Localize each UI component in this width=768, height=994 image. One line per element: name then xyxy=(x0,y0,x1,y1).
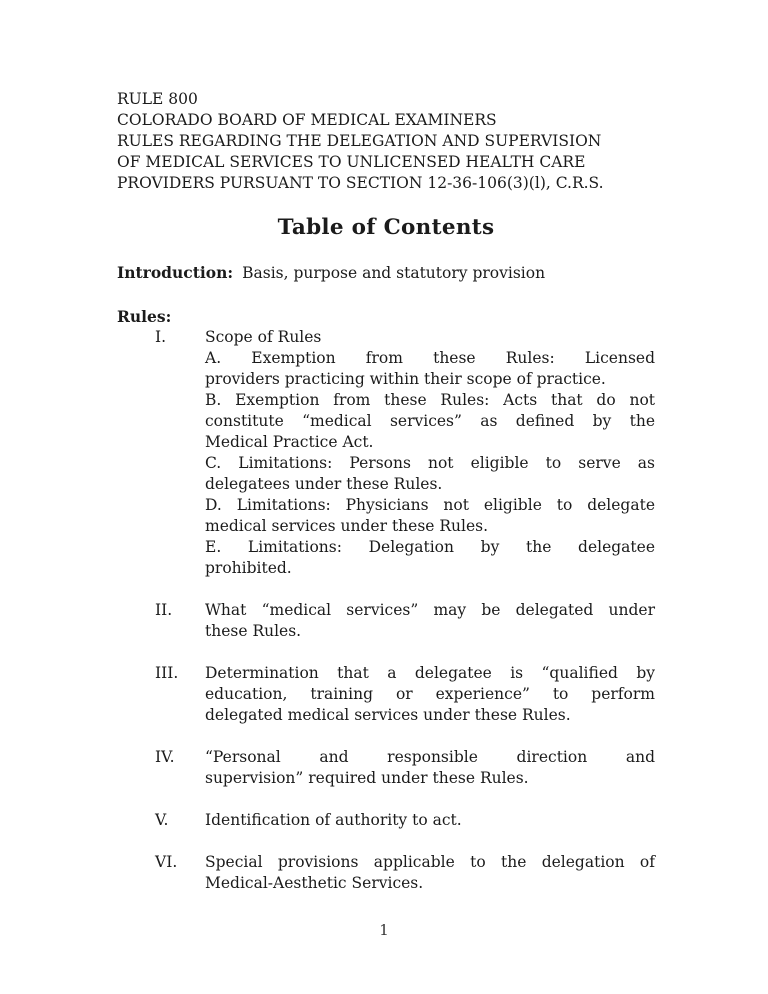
toc-item-I xyxy=(117,327,655,579)
page-content xyxy=(117,89,655,894)
toc-subitem-line: providers practicing within their scope of practice. xyxy=(205,370,606,388)
toc-subitem-line: E. Limitations: Delegation by the delegatee xyxy=(205,538,655,556)
toc-item-V xyxy=(117,810,655,831)
toc-item-numeral: V. xyxy=(155,811,169,829)
toc-item-VI xyxy=(117,852,655,894)
toc-item-numeral: VI. xyxy=(155,853,178,871)
toc-subitem-line: B. Exemption from these Rules: Acts that do not xyxy=(205,391,655,409)
toc-item-line: education, training or experience” to perform xyxy=(205,685,655,703)
toc-subitem-line: delegatees under these Rules. xyxy=(205,475,443,493)
header-line: OF MEDICAL SERVICES TO UNLICENSED HEALTH CARE xyxy=(117,153,586,171)
rules-label: Rules: xyxy=(117,307,172,326)
toc-item-line: these Rules. xyxy=(205,622,302,640)
toc-item-line: Determination that a delegatee is “qualified by xyxy=(205,664,655,682)
toc-item-III xyxy=(117,663,655,726)
toc-item-text xyxy=(205,663,655,726)
toc-item-line: Identification of authority to act. xyxy=(205,811,462,829)
toc-item-line: delegated medical services under these Rules. xyxy=(205,706,571,724)
toc-item-text xyxy=(205,747,655,789)
page-title: Table of Contents xyxy=(277,215,495,240)
toc-subitem-line: A. Exemption from these Rules: Licensed xyxy=(205,349,655,367)
toc-item-IV xyxy=(117,747,655,789)
page-number: 1 xyxy=(379,921,389,939)
toc-item-line: Medical-Aesthetic Services. xyxy=(205,874,424,892)
header-line: RULE 800 xyxy=(117,90,198,108)
toc-subitem-line: constitute “medical services” as defined by the xyxy=(205,412,655,430)
toc-item-text xyxy=(205,327,655,579)
toc-item-line: Special provisions applicable to the delegation of xyxy=(205,853,655,871)
toc-item-numeral: IV. xyxy=(155,748,175,766)
header-line: PROVIDERS PURSUANT TO SECTION 12-36-106(3)(l), C.R.S. xyxy=(117,174,604,192)
toc-item-text xyxy=(205,600,655,642)
toc-subitem-line: prohibited. xyxy=(205,559,292,577)
toc-item-numeral: I. xyxy=(155,328,167,346)
toc-item-line: supervision” required under these Rules. xyxy=(205,769,529,787)
toc-subitem-line: C. Limitations: Persons not eligible to serve as xyxy=(205,454,655,472)
toc-item-line: What “medical services” may be delegated under xyxy=(205,601,655,619)
introduction-label: Introduction: xyxy=(117,263,234,282)
document-header xyxy=(117,89,655,194)
toc-subitem-line: medical services under these Rules. xyxy=(205,517,489,535)
toc-item-title: Scope of Rules xyxy=(205,328,322,346)
toc-subitem-line: Medical Practice Act. xyxy=(205,433,374,451)
toc-item-numeral: II. xyxy=(155,601,173,619)
introduction-row xyxy=(117,262,655,284)
header-line: COLORADO BOARD OF MEDICAL EXAMINERS xyxy=(117,111,497,129)
toc-item-text xyxy=(205,810,655,831)
header-line: RULES REGARDING THE DELEGATION AND SUPERVISION xyxy=(117,132,602,150)
toc-subitem-line: D. Limitations: Physicians not eligible to delegate xyxy=(205,496,655,514)
toc-item-text xyxy=(205,852,655,894)
introduction-text: Basis, purpose and statutory provision xyxy=(242,264,546,282)
toc-item-line: “Personal and responsible direction and xyxy=(205,748,655,766)
toc-item-II xyxy=(117,600,655,642)
toc-item-numeral: III. xyxy=(155,664,179,682)
